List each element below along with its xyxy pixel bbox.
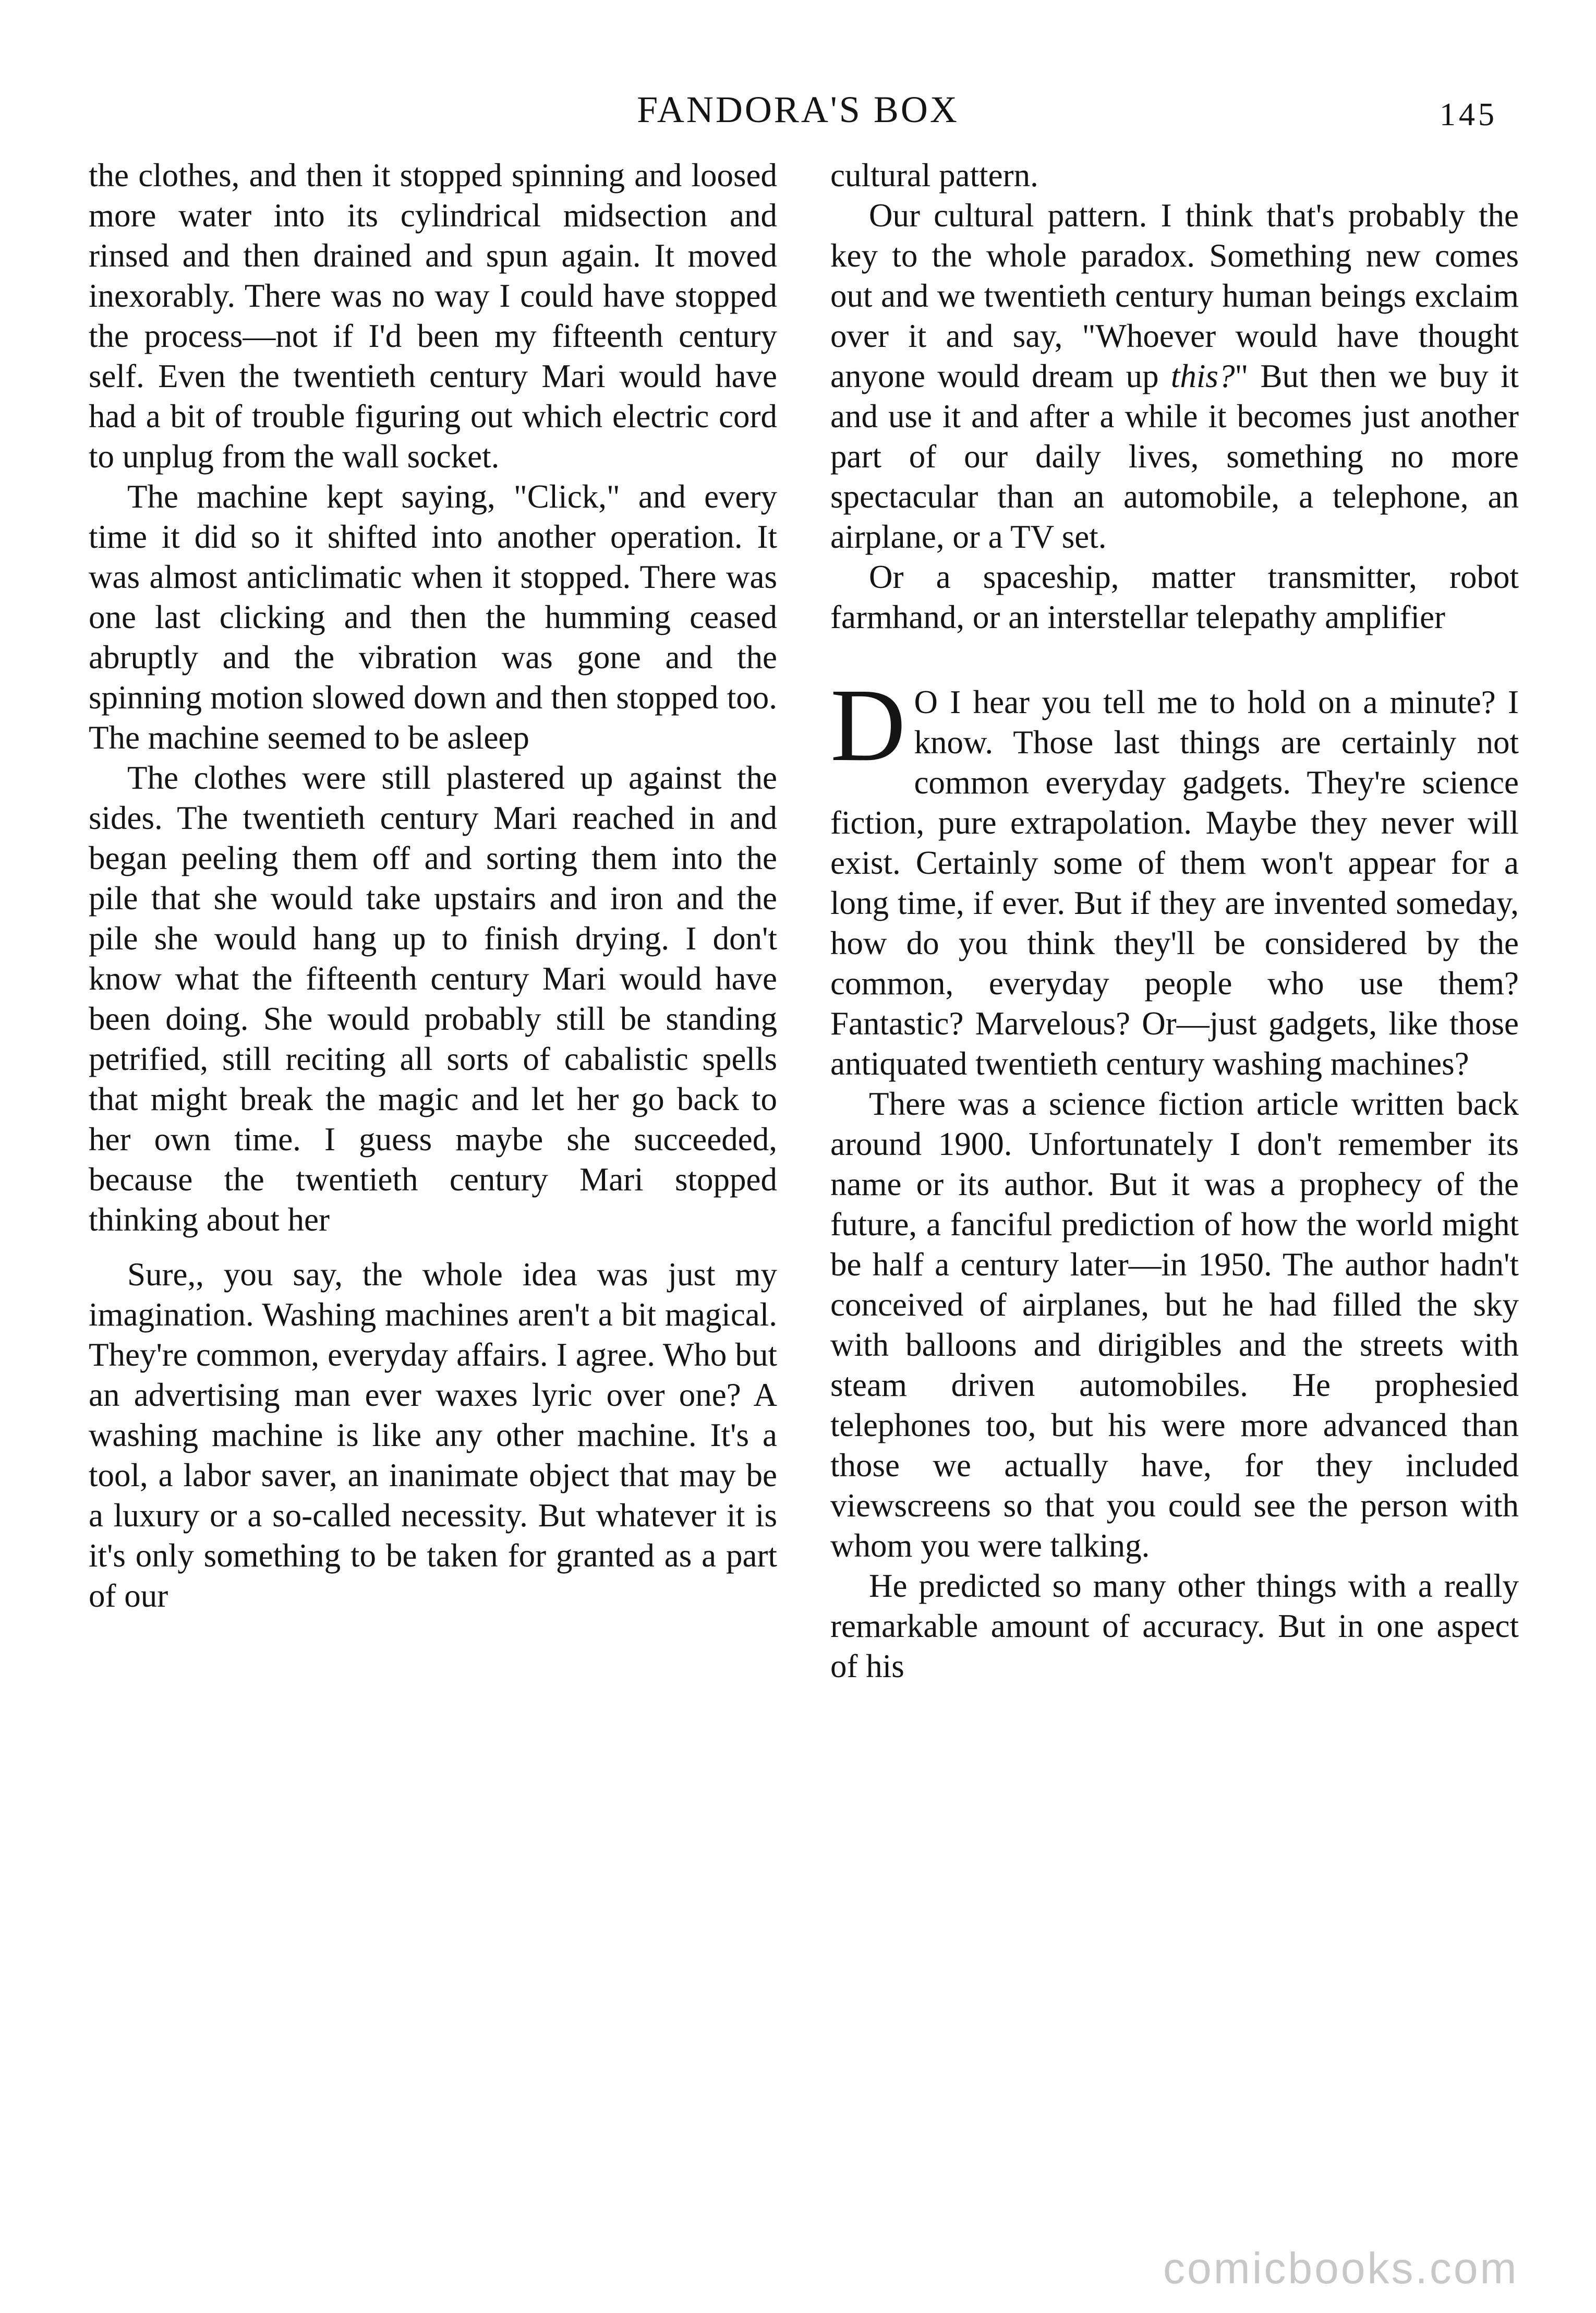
paragraph: cultural pattern. (830, 157, 1038, 194)
emphasized-text: this? (1170, 358, 1235, 394)
paragraph: The machine kept saying, "Click," and every time it did so it shifted into another operation. It was almost anticlimatic when it stopped. There was one last clicking and then the humming ceased abruptly and the vibration was gone and the spinning motion slowed down and then stopped too. The machine seemed to be asleep (89, 478, 777, 756)
section-paragraph (830, 668, 1519, 1084)
paragraph: He predicted so many other things with a really remarkable amount of accuracy. But in one aspect of his (830, 1568, 1519, 1684)
running-title: FANDORA'S BOX (637, 89, 959, 130)
paragraph: There was a science fiction article written back around 1900. Unfortunately I don't remember its name or its author. But it was a prophecy of the future, a fanciful prediction of how the world might be half a century later—in 1950. The author hadn't conceived of airplanes, but he had filled the sky with balloons and dirigibles and the streets with steam driven automobiles. He prophesied telephones too, but his were more advanced than those we actually have, for they included viewscreens so that you could see the person with whom you were talking. (830, 1086, 1519, 1564)
right-column (830, 155, 1519, 1686)
paragraph: Or a spaceship, matter transmitter, robot farmhand, or an interstellar telepathy amplifier (830, 559, 1519, 635)
paragraph: The clothes were still plastered up against the sides. The twentieth century Mari reached in and began peeling them off and sorting them into the pile that she would take upstairs and iron and the pile she would hang up to finish drying. I don't know what the fifteenth century Mari would have been doing. She would probably still be standing petrified, still reciting all sorts of cabalistic spells that might break the magic and let her go back to her own time. I guess maybe she succeeded, because the twentieth century Mari stopped thinking about her (89, 760, 777, 1238)
paragraph: Sure,, you say, the whole idea was just my imagination. Washing machines aren't a bit magical. They're common, everyday affairs. I agree. Who but an advertising man ever waxes lyric over one? A washing machine is like any other machine. It's a tool, a labor saver, an inanimate object that may be a luxury or a so-called necessity. But whatever it is it's only something to be taken for granted as a part of our (89, 1256, 777, 1614)
paragraph: the clothes, and then it stopped spinning and loosed more water into its cylindrical midsection and rinsed and then drained and spun again. It moved inexorably. There was no way I could have stopped the process—not if I'd been my fifteenth century self. Even the twentieth century Mari would have had a bit of trouble figuring out which electric cord to unplug from the wall socket. (89, 157, 777, 475)
page-number: 145 (1440, 97, 1497, 132)
paragraph-text: O I hear you tell me to hold on a minute? I know. Those last things are certainly not common everyday gadgets. They're science fiction, pure extrapolation. Maybe they never will exist. Certainly some of them won't appear for a long time, if ever. But if they are invented someday, how do you think they'll be considered by the common, everyday people who use them? Fantastic? Marvelous? Or—just gadgets, like those antiquated twentieth century washing machines? (830, 684, 1519, 1082)
paragraph (830, 196, 1519, 557)
left-column (89, 155, 777, 1616)
drop-cap: D (830, 668, 906, 783)
page-header (0, 83, 1596, 136)
watermark: comicbooks.com (1163, 2244, 1519, 2293)
paragraph-text: " But then we buy it and use it and after a while it becomes just another part of our daily lives, something no more spectacular than an automobile, a telephone, an airplane, or a TV set. (830, 358, 1519, 555)
paragraph-text: Our cultural pattern. I think that's probably the key to the whole paradox. Something new comes out and we twentieth century human beings exclaim over it and say, "Whoever would have thought anyone would dream up (830, 197, 1519, 394)
